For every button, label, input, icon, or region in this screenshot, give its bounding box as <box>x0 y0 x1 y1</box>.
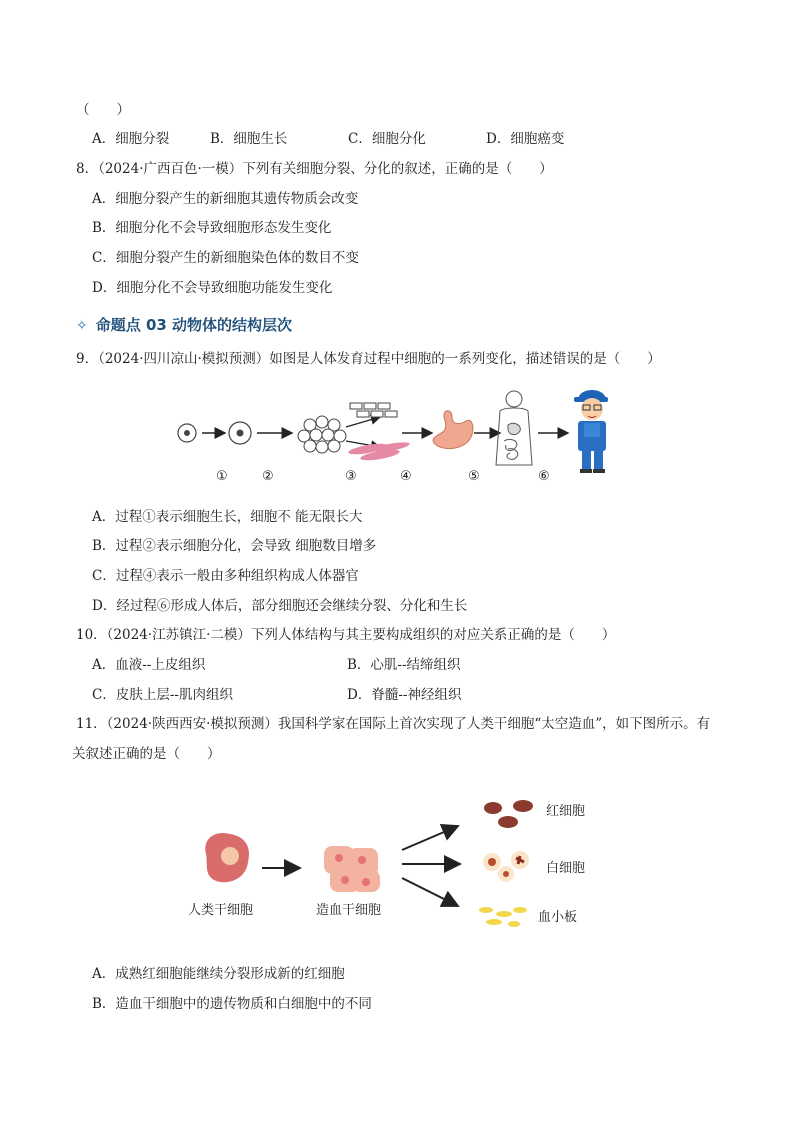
q10-option-b: B．心肌--结缔组织 <box>347 657 461 673</box>
q9-label-1: ① <box>216 469 228 484</box>
q11-hsc-cluster <box>324 846 380 892</box>
q9-cell-cluster <box>298 416 346 453</box>
q8-option-d: D．细胞分化不会导致细胞功能发生变化 <box>92 280 333 296</box>
q9-figure <box>170 385 620 495</box>
q9-label-6: ⑥ <box>538 469 550 484</box>
q9-human-figure <box>574 390 608 473</box>
q10-option-d: D．脊髓--神经组织 <box>347 687 462 703</box>
q8-stem: 8．（2024·广西百色·一模）下列有关细胞分裂、分化的叙述，正确的是（ ） <box>76 161 553 177</box>
q7-option-b: B．细胞生长 <box>210 131 288 147</box>
q9-digestive-system <box>496 391 532 465</box>
q9-cell-grown <box>229 422 251 444</box>
section-title: 命题点 03 动物体的结构层次 <box>95 316 293 334</box>
q11-arrow-platelet <box>402 878 458 906</box>
q9-tissue-block <box>350 403 397 417</box>
q9-label-2: ② <box>262 469 274 484</box>
q11-platelets <box>479 907 527 927</box>
q10-option-c: C．皮肤上层--肌肉组织 <box>92 687 233 703</box>
q7-option-c: C．细胞分化 <box>348 131 426 147</box>
q11-red-blood-cells <box>484 800 533 828</box>
q9-label-3: ③ <box>345 469 357 484</box>
q9-option-c: C．过程④表示一般由多种组织构成人体器官 <box>92 568 359 584</box>
q9-option-a: A．过程①表示细胞生长，细胞不 能无限长大 <box>92 509 363 525</box>
q8-option-c: C．细胞分裂产生的新细胞染色体的数目不变 <box>92 250 359 266</box>
q9-tissue-muscle <box>348 440 411 462</box>
q11-stem-cell <box>205 833 249 882</box>
diamond-icon: ✧ <box>76 318 88 334</box>
q7-option-a: A．细胞分裂 <box>92 131 170 147</box>
q11-option-a: A．成熟红细胞能继续分裂形成新的红细胞 <box>92 966 345 982</box>
q11-stem-line1: 11．（2024·陕西西安·模拟预测）我国科学家在国际上首次实现了人类干细胞“太空造血”，如下图所示。有 <box>76 716 711 732</box>
q9-arrow-3a <box>346 417 380 427</box>
q9-cell-small <box>178 424 196 442</box>
q8-option-a: A．细胞分裂产生的新细胞其遗传物质会改变 <box>92 191 359 207</box>
q11-platelet-label: 血小板 <box>538 910 578 925</box>
q11-arrow-rbc <box>402 826 458 850</box>
q11-stem-cell-label: 人类干细胞 <box>188 903 254 918</box>
q11-rbc-label: 红细胞 <box>546 804 586 819</box>
section-header <box>76 314 292 335</box>
q11-wbc-label: 白细胞 <box>546 861 586 876</box>
q9-label-5: ⑤ <box>468 469 480 484</box>
q7-stem-tail: （ ） <box>76 102 130 118</box>
q9-stomach <box>433 411 473 449</box>
q11-option-b: B．造血干细胞中的遗传物质和白细胞中的不同 <box>92 996 372 1012</box>
q10-stem: 10．（2024·江苏镇江·二模）下列人体结构与其主要构成组织的对应关系正确的是（ ） <box>76 627 616 643</box>
q9-label-4: ④ <box>400 469 412 484</box>
q9-option-b: B．过程②表示细胞分化，会导致 细胞数目增多 <box>92 538 377 554</box>
q9-stem: 9．（2024·四川凉山·模拟预测）如图是人体发育过程中细胞的一系列变化，描述错误的是（ ） <box>76 351 661 367</box>
q7-option-d: D．细胞癌变 <box>486 131 565 147</box>
q11-stem-line2: 关叙述正确的是（ ） <box>72 746 221 762</box>
q9-option-d: D．经过程⑥形成人体后，部分细胞还会继续分裂、分化和生长 <box>92 598 468 614</box>
q10-option-a: A．血液--上皮组织 <box>92 657 206 673</box>
q11-white-blood-cells <box>483 851 529 882</box>
q11-hsc-label: 造血干细胞 <box>316 903 382 918</box>
q8-option-b: B．细胞分化不会导致细胞形态发生变化 <box>92 220 332 236</box>
